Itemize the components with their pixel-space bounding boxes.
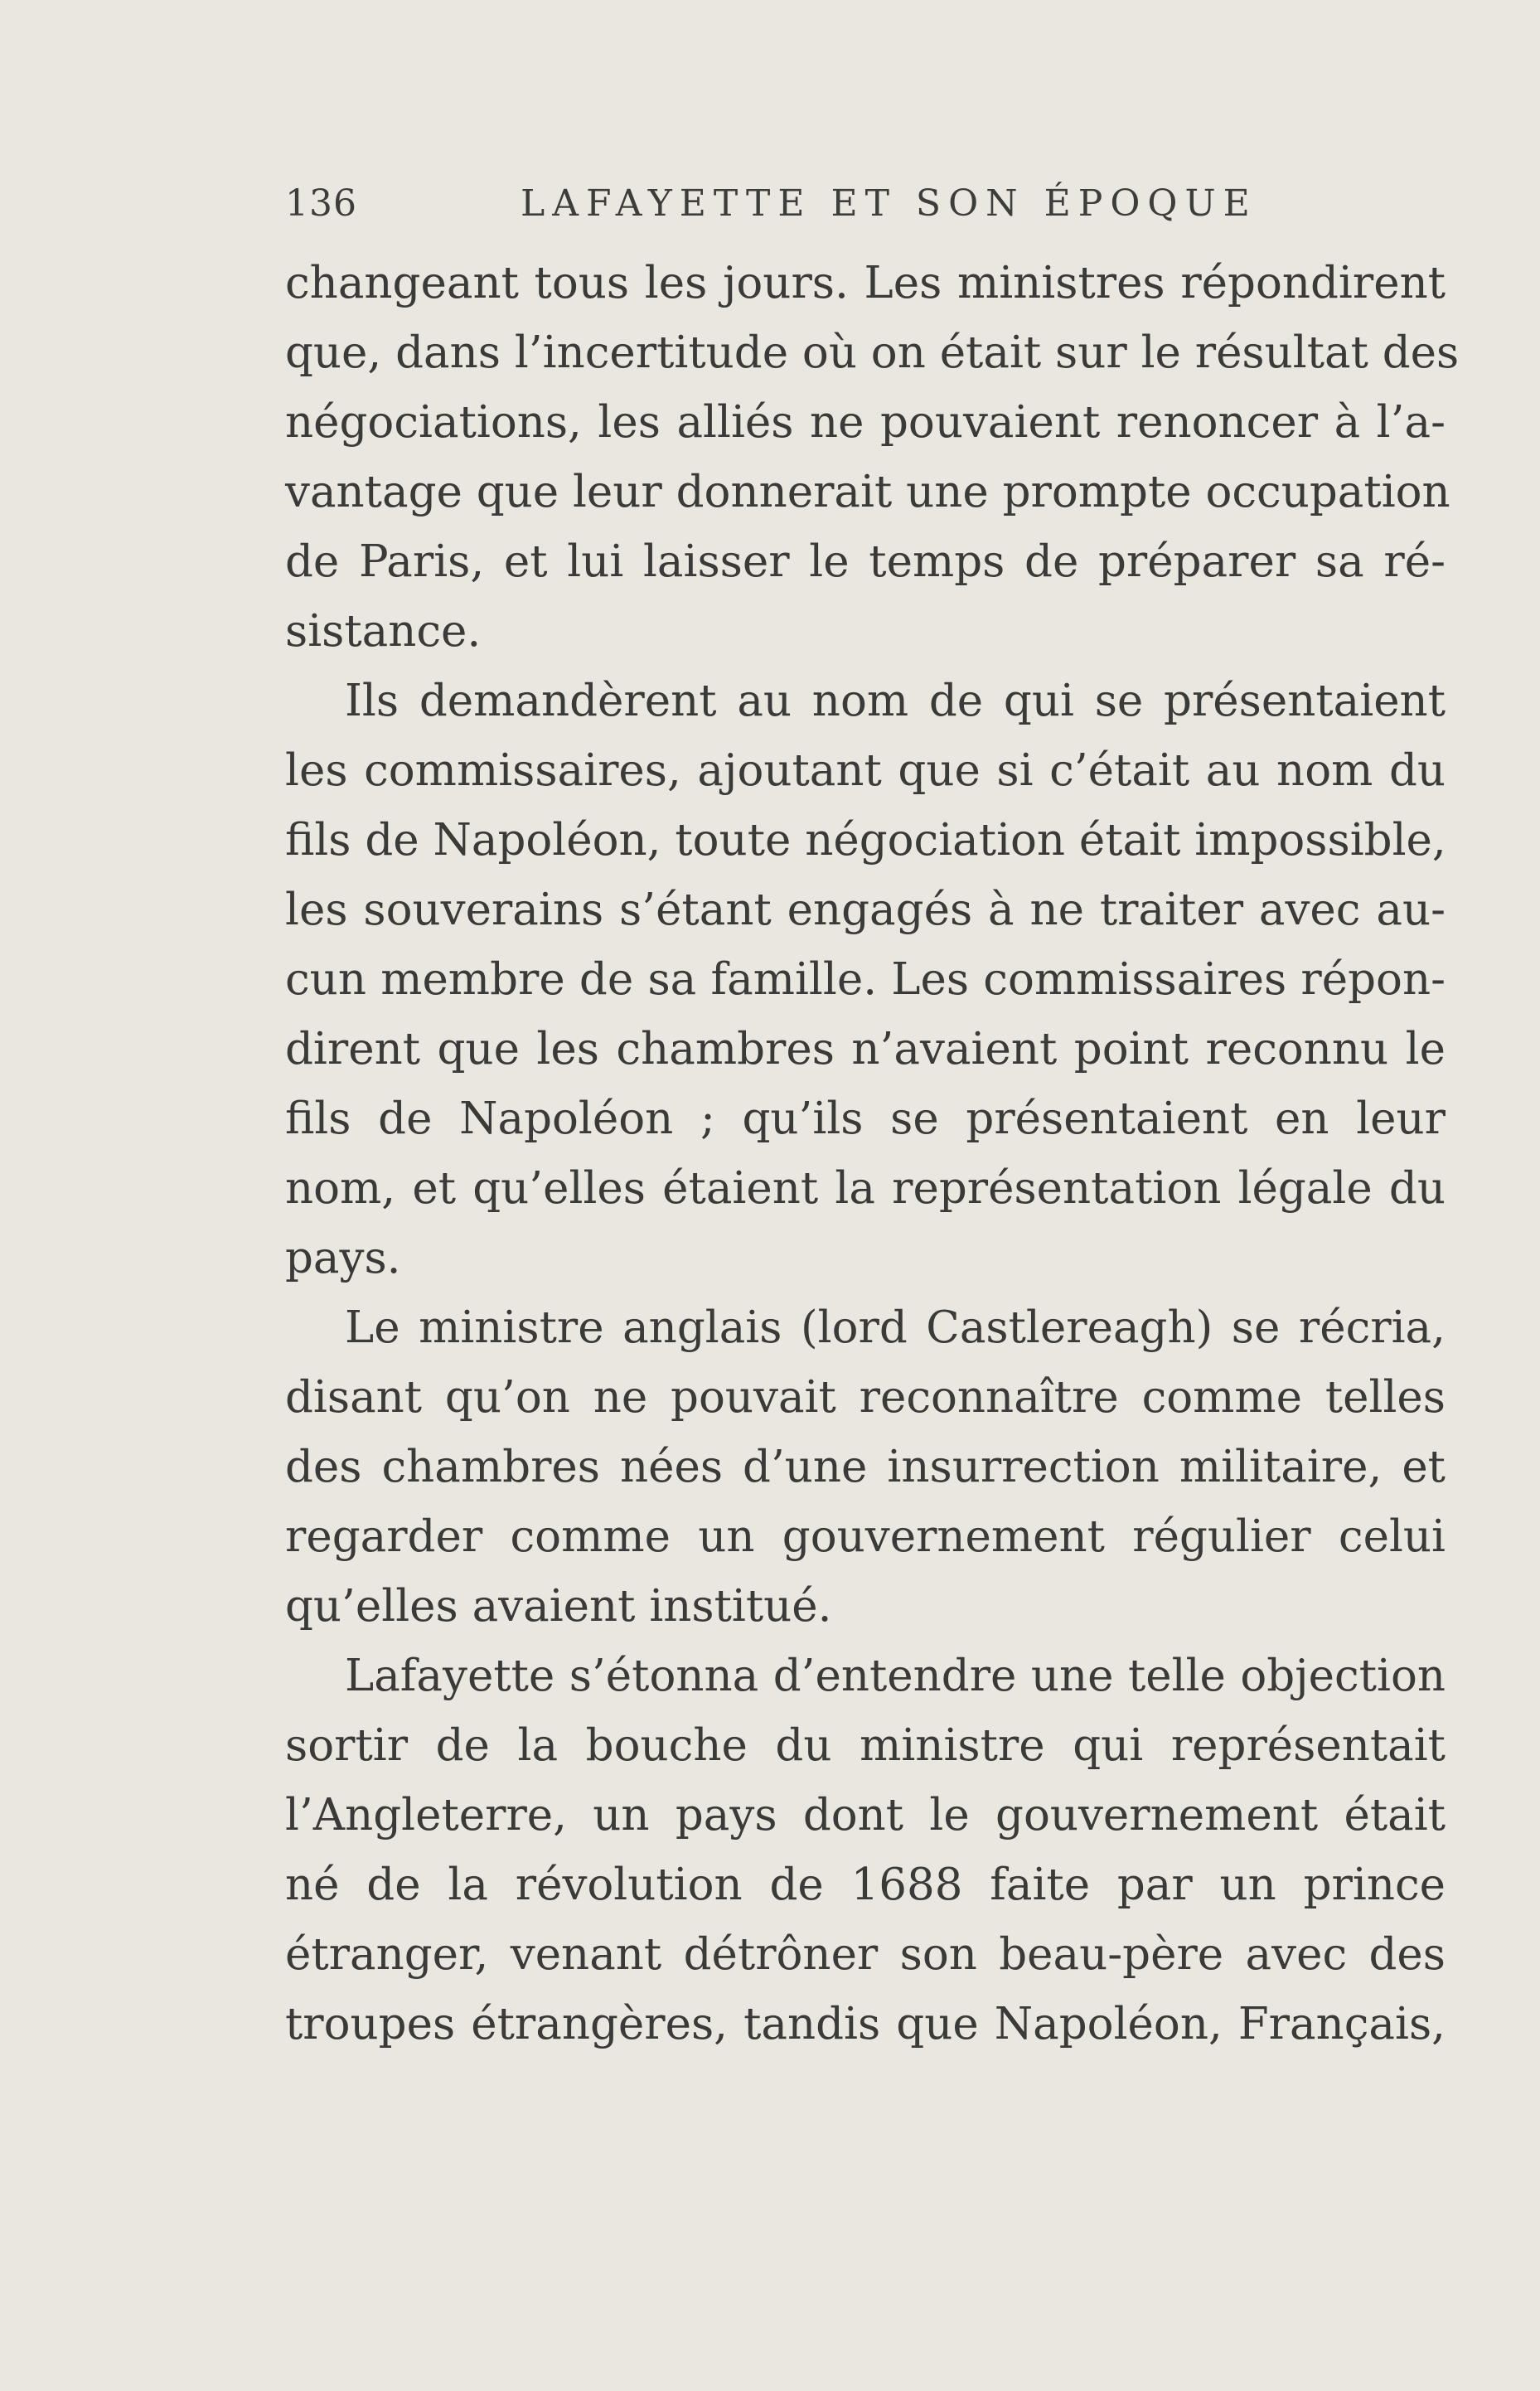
text-line: que, dans l’incertitude où on était sur le résultat des [285,327,1460,378]
text-line: né de la révolution de 1688 faite par un prince [285,1860,1446,1910]
text-line: nom, et qu’elles étaient la représentation légale du [285,1163,1446,1214]
text-line: regarder comme un gouvernement régulier celui [285,1511,1446,1562]
text-line: sistance. [285,606,482,657]
text-line: dirent que les chambres n’avaient point reconnu le [285,1024,1446,1074]
text-line: pays. [285,1233,401,1283]
text-line: étranger, venant détrôner son beau-père avec des [285,1929,1446,1980]
text-line: des chambres nées d’une insurrection militaire, et [285,1442,1446,1492]
page-number: 136 [285,182,357,225]
paragraph-first-line: Le ministre anglais (lord Castlereagh) se récria, [345,1302,1446,1353]
text-line: les souverains s’étant engagés à ne traiter avec au- [285,885,1446,935]
text-line: qu’elles avaient institué. [285,1581,832,1632]
text-line: cun membre de sa famille. Les commissaires répon- [285,954,1446,1005]
text-line: troupes étrangères, tandis que Napoléon, Français, [285,1999,1446,2049]
text-line: négociations, les alliés ne pouvaient renoncer à l’a- [285,397,1446,448]
text-line: de Paris, et lui laisser le temps de préparer sa ré- [285,536,1446,587]
text-line: vantage que leur donnerait une prompte occupation [285,467,1450,517]
text-line: disant qu’on ne pouvait reconnaître comme telles [285,1372,1446,1423]
paragraph-first-line: Lafayette s’étonna d’entendre une telle objection [345,1651,1446,1701]
page-header [285,182,1446,232]
paragraph-first-line: Ils demandèrent au nom de qui se présentaient [345,676,1446,726]
text-line: changeant tous les jours. Les ministres répondirent [285,258,1446,308]
text-line: fils de Napoléon ; qu’ils se présentaient en leur [285,1094,1446,1144]
text-line: les commissaires, ajoutant que si c’était au nom du [285,745,1446,796]
text-line: sortir de la bouche du ministre qui représentait [285,1720,1446,1771]
text-line: l’Angleterre, un pays dont le gouvernement était [285,1790,1446,1841]
text-line: fils de Napoléon, toute négociation était impossible, [285,815,1446,866]
body-text [285,249,1460,2059]
running-title: LAFAYETTE ET SON ÉPOQUE [521,182,1257,225]
